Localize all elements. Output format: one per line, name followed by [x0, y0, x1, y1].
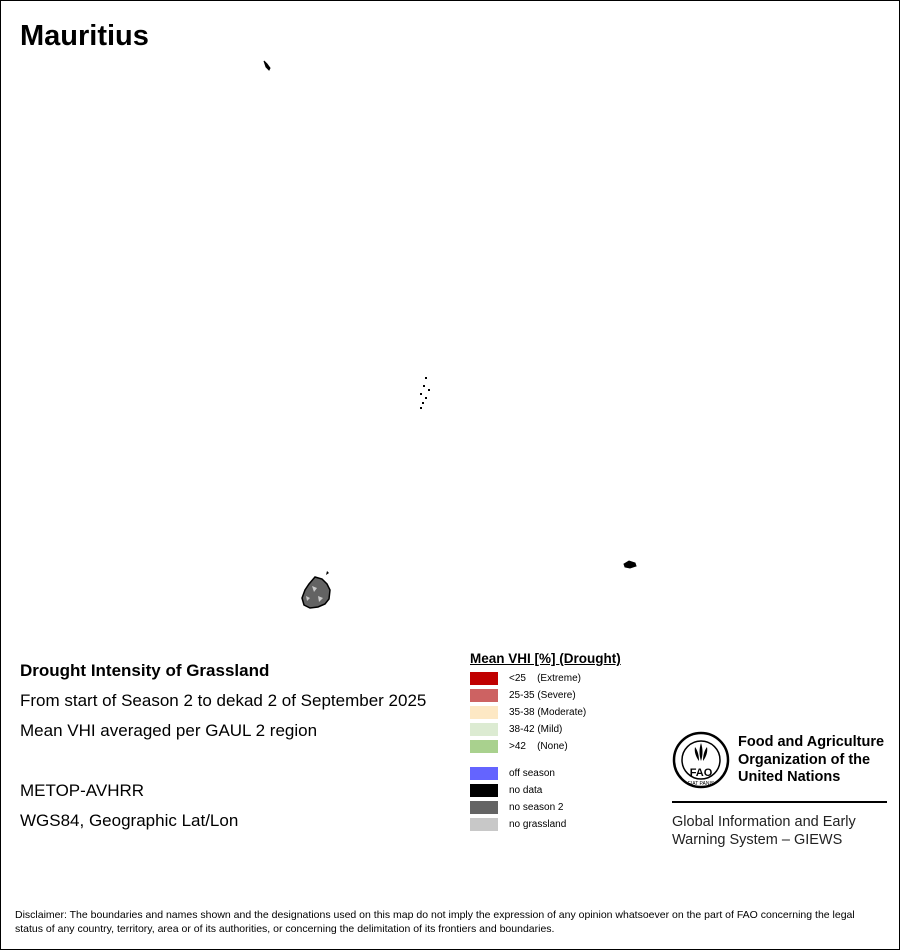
legend-swatch: [470, 818, 498, 831]
map-method: Mean VHI averaged per GAUL 2 region: [20, 721, 318, 740]
island-cargados-carajos: [420, 377, 430, 409]
legend-item: [470, 704, 621, 721]
legend-swatch: [470, 767, 498, 780]
map-title: Mauritius: [20, 20, 149, 52]
legend-label: off season: [509, 768, 555, 779]
map-sensor: METOP-AVHRR: [20, 781, 145, 800]
legend-label: 38-42 (Mild): [509, 724, 563, 735]
map-info-block: [20, 656, 426, 836]
legend-label: no data: [509, 785, 543, 796]
legend-item: [470, 799, 621, 816]
fao-logo-text: FAO: [689, 767, 713, 779]
legend-swatch: [470, 784, 498, 797]
legend-item: [470, 782, 621, 799]
giews-name-line: Warning System – GIEWS: [672, 832, 843, 848]
legend-label: 25-35 (Severe): [509, 690, 576, 701]
map-projection: WGS84, Geographic Lat/Lon: [20, 811, 239, 830]
map-subtitle: Drought Intensity of Grassland: [20, 661, 270, 680]
legend-label: 35-38 (Moderate): [509, 707, 587, 718]
giews-name: [672, 813, 856, 849]
legend-item: [470, 670, 621, 687]
legend-swatch: [470, 689, 498, 702]
legend-label: >42 (None): [509, 741, 568, 752]
disclaimer: Disclaimer: The boundaries and names shown and the designations used on this map do not imply the expression of any opinion whatsoever on the part of FAO concerning the legal status of any country, territory, area or of its authorities, or concerning the delimitation of its frontiers and boundaries.: [15, 909, 855, 935]
legend-swatch: [470, 706, 498, 719]
legend-item: [470, 765, 621, 782]
fao-logo-motto: FIAT PANIS: [687, 781, 715, 787]
legend-swatch: [470, 801, 498, 814]
fao-divider: [672, 801, 887, 803]
legend-label: no grassland: [509, 819, 567, 830]
legend-item: [470, 738, 621, 755]
legend-swatch: [470, 723, 498, 736]
legend-swatch: [470, 740, 498, 753]
map-period: From start of Season 2 to dekad 2 of September 2025: [20, 691, 427, 710]
legend-vhi-classes: [470, 670, 621, 755]
fao-org-name-line: Food and Agriculture: [738, 734, 885, 750]
fao-org-name-line: United Nations: [738, 769, 841, 785]
legend-item: [470, 721, 621, 738]
legend-label: no season 2: [509, 802, 564, 813]
island-northern-islet: [264, 61, 270, 70]
island-rodrigues: [624, 561, 636, 568]
legend-swatch: [470, 672, 498, 685]
island-mauritius: [302, 571, 330, 608]
fao-org-name: [738, 734, 884, 787]
legend-label: <25 (Extreme): [509, 673, 581, 684]
fao-logo-icon: [672, 731, 730, 789]
legend: [470, 651, 621, 833]
legend-item: [470, 687, 621, 704]
fao-org-name-line: Organization of the: [738, 751, 871, 768]
legend-item: [470, 816, 621, 833]
legend-other-classes: [470, 765, 621, 833]
legend-title: Mean VHI [%] (Drought): [470, 651, 621, 666]
giews-name-line: Global Information and Early: [672, 814, 856, 830]
